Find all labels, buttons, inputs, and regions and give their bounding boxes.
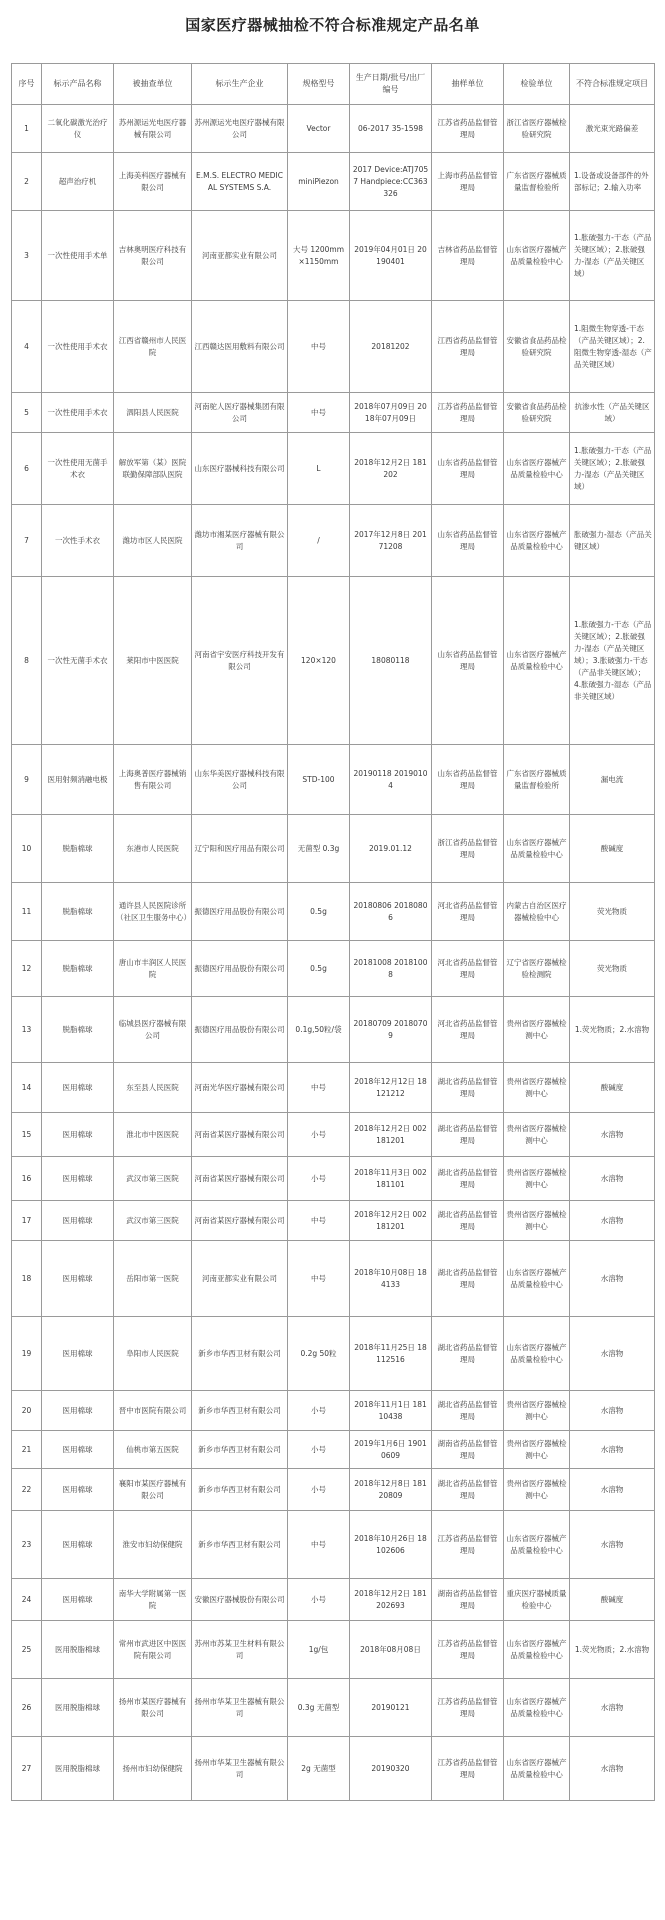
cell-inspected-unit: 扬州市妇幼保健院 — [114, 1737, 192, 1801]
cell-sampling-unit: 湖北省药品监督管理局 — [432, 1391, 504, 1431]
cell-spec: STD-100 — [288, 745, 350, 815]
cell-inspected-unit: 江西省赣州市人民医院 — [114, 301, 192, 393]
cell-product: 超声治疗机 — [42, 153, 114, 211]
cell-product: 一次性使用手术单 — [42, 211, 114, 301]
cell-batch: 2019.01.12 — [350, 815, 432, 883]
cell-inspected-unit: 岳阳市第一医院 — [114, 1241, 192, 1317]
cell-no: 15 — [12, 1113, 42, 1157]
table-row — [12, 1157, 655, 1201]
cell-manufacturer: 振德医疗用品股份有限公司 — [192, 941, 288, 997]
cell-inspected-unit: 东至县人民医院 — [114, 1063, 192, 1113]
cell-noncompliant-items: 1.胀破强力-干态（产品关键区域）；2.胀破强力-湿态（产品关键区域）；3.胀破强力-干态（产品非关键区域）；4.胀破强力-湿态（产品非关键区域） — [570, 577, 655, 745]
cell-no: 3 — [12, 211, 42, 301]
cell-manufacturer: 扬州市华某卫生器械有限公司 — [192, 1679, 288, 1737]
cell-noncompliant-items: 水溶物 — [570, 1679, 655, 1737]
cell-noncompliant-items: 水溶物 — [570, 1241, 655, 1317]
cell-spec: 中号 — [288, 1241, 350, 1317]
cell-batch: 06-2017 35-1598 — [350, 105, 432, 153]
cell-testing-unit: 山东省医疗器械产品质量检验中心 — [504, 505, 570, 577]
cell-no: 6 — [12, 433, 42, 505]
cell-manufacturer: 振德医疗用品股份有限公司 — [192, 883, 288, 941]
cell-sampling-unit: 湖北省药品监督管理局 — [432, 1113, 504, 1157]
cell-testing-unit: 广东省医疗器械质量监督检验所 — [504, 153, 570, 211]
table-row — [12, 433, 655, 505]
cell-sampling-unit: 江苏省药品监督管理局 — [432, 1621, 504, 1679]
header-testing-unit: 检验单位 — [504, 64, 570, 105]
cell-manufacturer: 苏州源运光电医疗器械有限公司 — [192, 105, 288, 153]
table-row — [12, 301, 655, 393]
cell-no: 9 — [12, 745, 42, 815]
cell-spec: 中号 — [288, 1201, 350, 1241]
cell-sampling-unit: 江苏省药品监督管理局 — [432, 1679, 504, 1737]
table-row — [12, 1201, 655, 1241]
header-spec: 规格型号 — [288, 64, 350, 105]
cell-product: 医用棉球 — [42, 1431, 114, 1469]
cell-product: 脱脂棉球 — [42, 815, 114, 883]
cell-spec: 小号 — [288, 1431, 350, 1469]
cell-batch: 2018年12月2日 181202693 — [350, 1579, 432, 1621]
cell-spec: L — [288, 433, 350, 505]
cell-no: 19 — [12, 1317, 42, 1391]
table-row — [12, 1431, 655, 1469]
cell-inspected-unit: 解放军第（某）医院联勤保障部队医院 — [114, 433, 192, 505]
cell-spec: 120×120 — [288, 577, 350, 745]
cell-spec: 2g 无菌型 — [288, 1737, 350, 1801]
cell-spec: 中号 — [288, 393, 350, 433]
cell-inspected-unit: 常州市武进区中医医院有限公司 — [114, 1621, 192, 1679]
cell-sampling-unit: 湖北省药品监督管理局 — [432, 1469, 504, 1511]
table-row — [12, 883, 655, 941]
cell-inspected-unit: 淮安市妇幼保健院 — [114, 1511, 192, 1579]
cell-sampling-unit: 湖北省药品监督管理局 — [432, 1317, 504, 1391]
table-row — [12, 1063, 655, 1113]
cell-no: 13 — [12, 997, 42, 1063]
cell-no: 17 — [12, 1201, 42, 1241]
cell-spec: Vector — [288, 105, 350, 153]
cell-inspected-unit: 扬州市某医疗器械有限公司 — [114, 1679, 192, 1737]
cell-testing-unit: 山东省医疗器械产品质量检验中心 — [504, 1737, 570, 1801]
cell-batch: 2018年12月8日 18120809 — [350, 1469, 432, 1511]
cell-noncompliant-items: 水溶物 — [570, 1391, 655, 1431]
cell-sampling-unit: 河北省药品监督管理局 — [432, 997, 504, 1063]
cell-manufacturer: 新乡市华西卫材有限公司 — [192, 1431, 288, 1469]
cell-noncompliant-items: 酸碱度 — [570, 1579, 655, 1621]
table-row — [12, 1621, 655, 1679]
cell-testing-unit: 山东省医疗器械产品质量检验中心 — [504, 1241, 570, 1317]
table-row — [12, 393, 655, 433]
cell-batch: 2018年08月08日 — [350, 1621, 432, 1679]
table-row — [12, 211, 655, 301]
cell-inspected-unit: 襄阳市某医疗器械有限公司 — [114, 1469, 192, 1511]
cell-no: 1 — [12, 105, 42, 153]
cell-noncompliant-items: 1.荧光物质；2.水溶物 — [570, 1621, 655, 1679]
cell-sampling-unit: 江西省药品监督管理局 — [432, 301, 504, 393]
cell-inspected-unit: 泗阳县人民医院 — [114, 393, 192, 433]
cell-spec: 无菌型 0.3g — [288, 815, 350, 883]
table-row — [12, 941, 655, 997]
cell-product: 一次性使用手术衣 — [42, 393, 114, 433]
cell-testing-unit: 安徽省食品药品检验研究院 — [504, 301, 570, 393]
cell-noncompliant-items: 水溶物 — [570, 1737, 655, 1801]
cell-testing-unit: 浙江省医疗器械检验研究院 — [504, 105, 570, 153]
cell-batch: 20190320 — [350, 1737, 432, 1801]
cell-product: 医用棉球 — [42, 1469, 114, 1511]
cell-batch: 2018年10月26日 18102606 — [350, 1511, 432, 1579]
cell-inspected-unit: 通许县人民医院诊所（社区卫生服务中心） — [114, 883, 192, 941]
cell-manufacturer: 河南省某医疗器械有限公司 — [192, 1157, 288, 1201]
cell-sampling-unit: 湖南省药品监督管理局 — [432, 1579, 504, 1621]
cell-inspected-unit: 苏州源运光电医疗器械有限公司 — [114, 105, 192, 153]
cell-spec: 小号 — [288, 1579, 350, 1621]
table-row — [12, 745, 655, 815]
cell-no: 7 — [12, 505, 42, 577]
cell-no: 18 — [12, 1241, 42, 1317]
cell-batch: 2018年11月1日 18110438 — [350, 1391, 432, 1431]
cell-testing-unit: 广东省医疗器械质量监督检验所 — [504, 745, 570, 815]
cell-spec: 0.5g — [288, 883, 350, 941]
cell-batch: 2018年11月25日 18112516 — [350, 1317, 432, 1391]
cell-noncompliant-items: 水溶物 — [570, 1469, 655, 1511]
noncompliant-products-table — [11, 63, 655, 1801]
cell-spec: 中号 — [288, 1511, 350, 1579]
cell-batch: 20181202 — [350, 301, 432, 393]
table-row — [12, 153, 655, 211]
cell-manufacturer: 河南亚都实业有限公司 — [192, 211, 288, 301]
table-row — [12, 1679, 655, 1737]
cell-sampling-unit: 浙江省药品监督管理局 — [432, 815, 504, 883]
cell-product: 医用射频消融电极 — [42, 745, 114, 815]
cell-product: 医用棉球 — [42, 1113, 114, 1157]
cell-manufacturer: 河南省某医疗器械有限公司 — [192, 1201, 288, 1241]
cell-manufacturer: 河南省某医疗器械有限公司 — [192, 1113, 288, 1157]
cell-testing-unit: 内蒙古自治区医疗器械检验中心 — [504, 883, 570, 941]
cell-testing-unit: 山东省医疗器械产品质量检验中心 — [504, 815, 570, 883]
cell-batch: 2018年12月12日 18121212 — [350, 1063, 432, 1113]
cell-no: 11 — [12, 883, 42, 941]
cell-noncompliant-items: 1.胀破强力-干态（产品关键区域）；2.胀破强力-湿态（产品关键区域） — [570, 433, 655, 505]
cell-batch: 2019年04月01日 20190401 — [350, 211, 432, 301]
cell-manufacturer: 扬州市华某卫生器械有限公司 — [192, 1737, 288, 1801]
cell-batch: 2018年11月3日 002181101 — [350, 1157, 432, 1201]
cell-no: 27 — [12, 1737, 42, 1801]
cell-sampling-unit: 湖北省药品监督管理局 — [432, 1063, 504, 1113]
cell-manufacturer: 新乡市华西卫材有限公司 — [192, 1317, 288, 1391]
table-row — [12, 815, 655, 883]
cell-batch: 2018年07月09日 2018年07月09日 — [350, 393, 432, 433]
cell-testing-unit: 山东省医疗器械产品质量检验中心 — [504, 211, 570, 301]
cell-inspected-unit: 晋中市医院有限公司 — [114, 1391, 192, 1431]
cell-product: 医用棉球 — [42, 1063, 114, 1113]
cell-batch: 20190121 — [350, 1679, 432, 1737]
cell-noncompliant-items: 激光束光路偏差 — [570, 105, 655, 153]
cell-testing-unit: 山东省医疗器械产品质量检验中心 — [504, 1317, 570, 1391]
cell-product: 医用棉球 — [42, 1391, 114, 1431]
cell-manufacturer: 新乡市华西卫材有限公司 — [192, 1391, 288, 1431]
cell-no: 24 — [12, 1579, 42, 1621]
cell-testing-unit: 山东省医疗器械产品质量检验中心 — [504, 433, 570, 505]
cell-inspected-unit: 莱阳市中医医院 — [114, 577, 192, 745]
cell-spec: 0.1g,50粒/袋 — [288, 997, 350, 1063]
cell-no: 16 — [12, 1157, 42, 1201]
cell-manufacturer: 潍坊市湘某医疗器械有限公司 — [192, 505, 288, 577]
cell-manufacturer: 新乡市华西卫材有限公司 — [192, 1469, 288, 1511]
table-row — [12, 577, 655, 745]
table-header-row — [12, 64, 655, 105]
cell-noncompliant-items: 胀破强力-湿态（产品关键区域） — [570, 505, 655, 577]
cell-batch: 20181008 20181008 — [350, 941, 432, 997]
cell-sampling-unit: 江苏省药品监督管理局 — [432, 393, 504, 433]
cell-testing-unit: 安徽省食品药品检验研究院 — [504, 393, 570, 433]
header-sampling-unit: 抽样单位 — [432, 64, 504, 105]
table-row — [12, 1579, 655, 1621]
cell-sampling-unit: 山东省药品监督管理局 — [432, 433, 504, 505]
cell-spec: 小号 — [288, 1157, 350, 1201]
cell-testing-unit: 贵州省医疗器械检测中心 — [504, 1063, 570, 1113]
table-row — [12, 1511, 655, 1579]
cell-batch: 2017 Device:ATJ7057 Handpiece:CC363326 — [350, 153, 432, 211]
cell-batch: 2018年12月2日 181202 — [350, 433, 432, 505]
cell-sampling-unit: 吉林省药品监督管理局 — [432, 211, 504, 301]
cell-inspected-unit: 上海美科医疗器械有限公司 — [114, 153, 192, 211]
cell-noncompliant-items: 水溶物 — [570, 1113, 655, 1157]
cell-product: 医用棉球 — [42, 1511, 114, 1579]
table-row — [12, 1469, 655, 1511]
table-row — [12, 1317, 655, 1391]
cell-noncompliant-items: 水溶物 — [570, 1317, 655, 1391]
cell-sampling-unit: 江苏省药品监督管理局 — [432, 1511, 504, 1579]
cell-sampling-unit: 江苏省药品监督管理局 — [432, 105, 504, 153]
cell-inspected-unit: 南华大学附属第一医院 — [114, 1579, 192, 1621]
cell-inspected-unit: 东港市人民医院 — [114, 815, 192, 883]
cell-no: 4 — [12, 301, 42, 393]
cell-product: 医用棉球 — [42, 1157, 114, 1201]
cell-no: 8 — [12, 577, 42, 745]
cell-sampling-unit: 湖南省药品监督管理局 — [432, 1431, 504, 1469]
cell-testing-unit: 贵州省医疗器械检测中心 — [504, 1113, 570, 1157]
cell-manufacturer: 山东医疗器械科技有限公司 — [192, 433, 288, 505]
cell-batch: 20190118 20190104 — [350, 745, 432, 815]
cell-testing-unit: 贵州省医疗器械检测中心 — [504, 1201, 570, 1241]
cell-noncompliant-items: 1.设备或设备部件的外部标记；2.输入功率 — [570, 153, 655, 211]
cell-inspected-unit: 武汉市第三医院 — [114, 1201, 192, 1241]
cell-testing-unit: 山东省医疗器械产品质量检验中心 — [504, 577, 570, 745]
cell-inspected-unit: 吉林奥明医疗科技有限公司 — [114, 211, 192, 301]
cell-product: 脱脂棉球 — [42, 997, 114, 1063]
cell-no: 2 — [12, 153, 42, 211]
cell-inspected-unit: 武汉市第三医院 — [114, 1157, 192, 1201]
cell-product: 一次性使用无菌手术衣 — [42, 433, 114, 505]
header-inspected-unit: 被抽查单位 — [114, 64, 192, 105]
table-row — [12, 505, 655, 577]
table-row — [12, 997, 655, 1063]
cell-no: 21 — [12, 1431, 42, 1469]
cell-testing-unit: 重庆医疗器械质量检验中心 — [504, 1579, 570, 1621]
cell-product: 医用棉球 — [42, 1241, 114, 1317]
cell-product: 脱脂棉球 — [42, 883, 114, 941]
cell-sampling-unit: 湖北省药品监督管理局 — [432, 1201, 504, 1241]
cell-sampling-unit: 河北省药品监督管理局 — [432, 941, 504, 997]
cell-batch: 2017年12月8日 20171208 — [350, 505, 432, 577]
cell-spec: / — [288, 505, 350, 577]
cell-spec: 小号 — [288, 1113, 350, 1157]
cell-inspected-unit: 淮北市中医医院 — [114, 1113, 192, 1157]
table-row — [12, 1391, 655, 1431]
cell-noncompliant-items: 水溶物 — [570, 1431, 655, 1469]
cell-spec: 0.2g 50粒 — [288, 1317, 350, 1391]
cell-no: 5 — [12, 393, 42, 433]
cell-product: 二氧化碳激光治疗仪 — [42, 105, 114, 153]
cell-sampling-unit: 山东省药品监督管理局 — [432, 505, 504, 577]
cell-spec: 0.3g 无菌型 — [288, 1679, 350, 1737]
cell-noncompliant-items: 1.阻微生物穿透-干态（产品关键区域）；2.阻微生物穿透-湿态（产品关键区域） — [570, 301, 655, 393]
table-row — [12, 1113, 655, 1157]
cell-spec: 中号 — [288, 301, 350, 393]
cell-noncompliant-items: 荧光物质 — [570, 883, 655, 941]
cell-sampling-unit: 上海市药品监督管理局 — [432, 153, 504, 211]
cell-testing-unit: 山东省医疗器械产品质量检验中心 — [504, 1679, 570, 1737]
cell-batch: 2018年10月08日 184133 — [350, 1241, 432, 1317]
cell-sampling-unit: 江苏省药品监督管理局 — [432, 1737, 504, 1801]
cell-batch: 20180806 20180806 — [350, 883, 432, 941]
cell-product: 一次性手术衣 — [42, 505, 114, 577]
document-title: 国家医疗器械抽检不符合标准规定产品名单 — [185, 16, 480, 34]
cell-noncompliant-items: 漏电流 — [570, 745, 655, 815]
cell-noncompliant-items: 水溶物 — [570, 1157, 655, 1201]
cell-batch: 2018年12月2日 002181201 — [350, 1201, 432, 1241]
cell-manufacturer: 河南光华医疗器械有限公司 — [192, 1063, 288, 1113]
cell-manufacturer: 苏州市苏某卫生材料有限公司 — [192, 1621, 288, 1679]
cell-noncompliant-items: 水溶物 — [570, 1201, 655, 1241]
cell-spec: 小号 — [288, 1391, 350, 1431]
cell-manufacturer: 新乡市华西卫材有限公司 — [192, 1511, 288, 1579]
header-manufacturer: 标示生产企业 — [192, 64, 288, 105]
cell-spec: 1g/包 — [288, 1621, 350, 1679]
cell-batch: 2018年12月2日 002181201 — [350, 1113, 432, 1157]
cell-product: 医用脱脂棉球 — [42, 1621, 114, 1679]
cell-inspected-unit: 上海奥普医疗器械销售有限公司 — [114, 745, 192, 815]
header-product: 标示产品名称 — [42, 64, 114, 105]
cell-no: 10 — [12, 815, 42, 883]
header-noncompliant-items: 不符合标准规定项目 — [570, 64, 655, 105]
cell-noncompliant-items: 1.胀破强力-干态（产品关键区域）；2.胀破强力-湿态（产品关键区域） — [570, 211, 655, 301]
cell-product: 医用棉球 — [42, 1317, 114, 1391]
cell-batch: 2019年1月6日 19010609 — [350, 1431, 432, 1469]
cell-inspected-unit: 唐山市丰润区人民医院 — [114, 941, 192, 997]
cell-inspected-unit: 潍坊市区人民医院 — [114, 505, 192, 577]
cell-testing-unit: 辽宁省医疗器械检验检测院 — [504, 941, 570, 997]
cell-spec: 大号 1200mm×1150mm — [288, 211, 350, 301]
cell-noncompliant-items: 抗渗水性（产品关键区域） — [570, 393, 655, 433]
cell-noncompliant-items: 酸碱度 — [570, 815, 655, 883]
cell-product: 一次性使用手术衣 — [42, 301, 114, 393]
cell-testing-unit: 山东省医疗器械产品质量检验中心 — [504, 1621, 570, 1679]
cell-manufacturer: 江西赣达医用敷料有限公司 — [192, 301, 288, 393]
cell-testing-unit: 贵州省医疗器械检测中心 — [504, 1431, 570, 1469]
cell-inspected-unit: 仙桃市第五医院 — [114, 1431, 192, 1469]
cell-batch: 20180709 20180709 — [350, 997, 432, 1063]
table-row — [12, 1737, 655, 1801]
cell-manufacturer: E.M.S. ELECTRO MEDICAL SYSTEMS S.A. — [192, 153, 288, 211]
cell-no: 25 — [12, 1621, 42, 1679]
cell-testing-unit: 山东省医疗器械产品质量检验中心 — [504, 1511, 570, 1579]
cell-spec: miniPiezon — [288, 153, 350, 211]
cell-product: 医用棉球 — [42, 1579, 114, 1621]
cell-inspected-unit: 阜阳市人民医院 — [114, 1317, 192, 1391]
cell-testing-unit: 贵州省医疗器械检测中心 — [504, 1157, 570, 1201]
cell-sampling-unit: 山东省药品监督管理局 — [432, 745, 504, 815]
cell-testing-unit: 贵州省医疗器械检测中心 — [504, 1469, 570, 1511]
cell-noncompliant-items: 1.荧光物质；2.水溶物 — [570, 997, 655, 1063]
cell-no: 14 — [12, 1063, 42, 1113]
cell-product: 脱脂棉球 — [42, 941, 114, 997]
cell-manufacturer: 安徽医疗器械股份有限公司 — [192, 1579, 288, 1621]
cell-noncompliant-items: 荧光物质 — [570, 941, 655, 997]
cell-no: 12 — [12, 941, 42, 997]
cell-manufacturer: 山东华美医疗器械科技有限公司 — [192, 745, 288, 815]
cell-noncompliant-items: 水溶物 — [570, 1511, 655, 1579]
cell-sampling-unit: 山东省药品监督管理局 — [432, 577, 504, 745]
cell-batch: 18080118 — [350, 577, 432, 745]
cell-product: 医用脱脂棉球 — [42, 1737, 114, 1801]
cell-no: 26 — [12, 1679, 42, 1737]
cell-manufacturer: 河南省宇安医疗科技开发有限公司 — [192, 577, 288, 745]
cell-spec: 0.5g — [288, 941, 350, 997]
cell-noncompliant-items: 酸碱度 — [570, 1063, 655, 1113]
header-batch: 生产日期/批号/出厂编号 — [350, 64, 432, 105]
cell-spec: 中号 — [288, 1063, 350, 1113]
table-row — [12, 1241, 655, 1317]
cell-manufacturer: 辽宁阳和医疗用品有限公司 — [192, 815, 288, 883]
cell-inspected-unit: 临城县医疗器械有限公司 — [114, 997, 192, 1063]
cell-no: 20 — [12, 1391, 42, 1431]
cell-product: 医用脱脂棉球 — [42, 1679, 114, 1737]
cell-spec: 小号 — [288, 1469, 350, 1511]
cell-sampling-unit: 河北省药品监督管理局 — [432, 883, 504, 941]
cell-no: 23 — [12, 1511, 42, 1579]
cell-no: 22 — [12, 1469, 42, 1511]
cell-manufacturer: 河南亚都实业有限公司 — [192, 1241, 288, 1317]
cell-testing-unit: 贵州省医疗器械检测中心 — [504, 1391, 570, 1431]
header-no: 序号 — [12, 64, 42, 105]
cell-manufacturer: 振德医疗用品股份有限公司 — [192, 997, 288, 1063]
cell-sampling-unit: 湖北省药品监督管理局 — [432, 1157, 504, 1201]
cell-product: 医用棉球 — [42, 1201, 114, 1241]
cell-testing-unit: 贵州省医疗器械检测中心 — [504, 997, 570, 1063]
cell-sampling-unit: 湖北省药品监督管理局 — [432, 1241, 504, 1317]
cell-manufacturer: 河南驼人医疗器械集团有限公司 — [192, 393, 288, 433]
table-row — [12, 105, 655, 153]
cell-product: 一次性无菌手术衣 — [42, 577, 114, 745]
